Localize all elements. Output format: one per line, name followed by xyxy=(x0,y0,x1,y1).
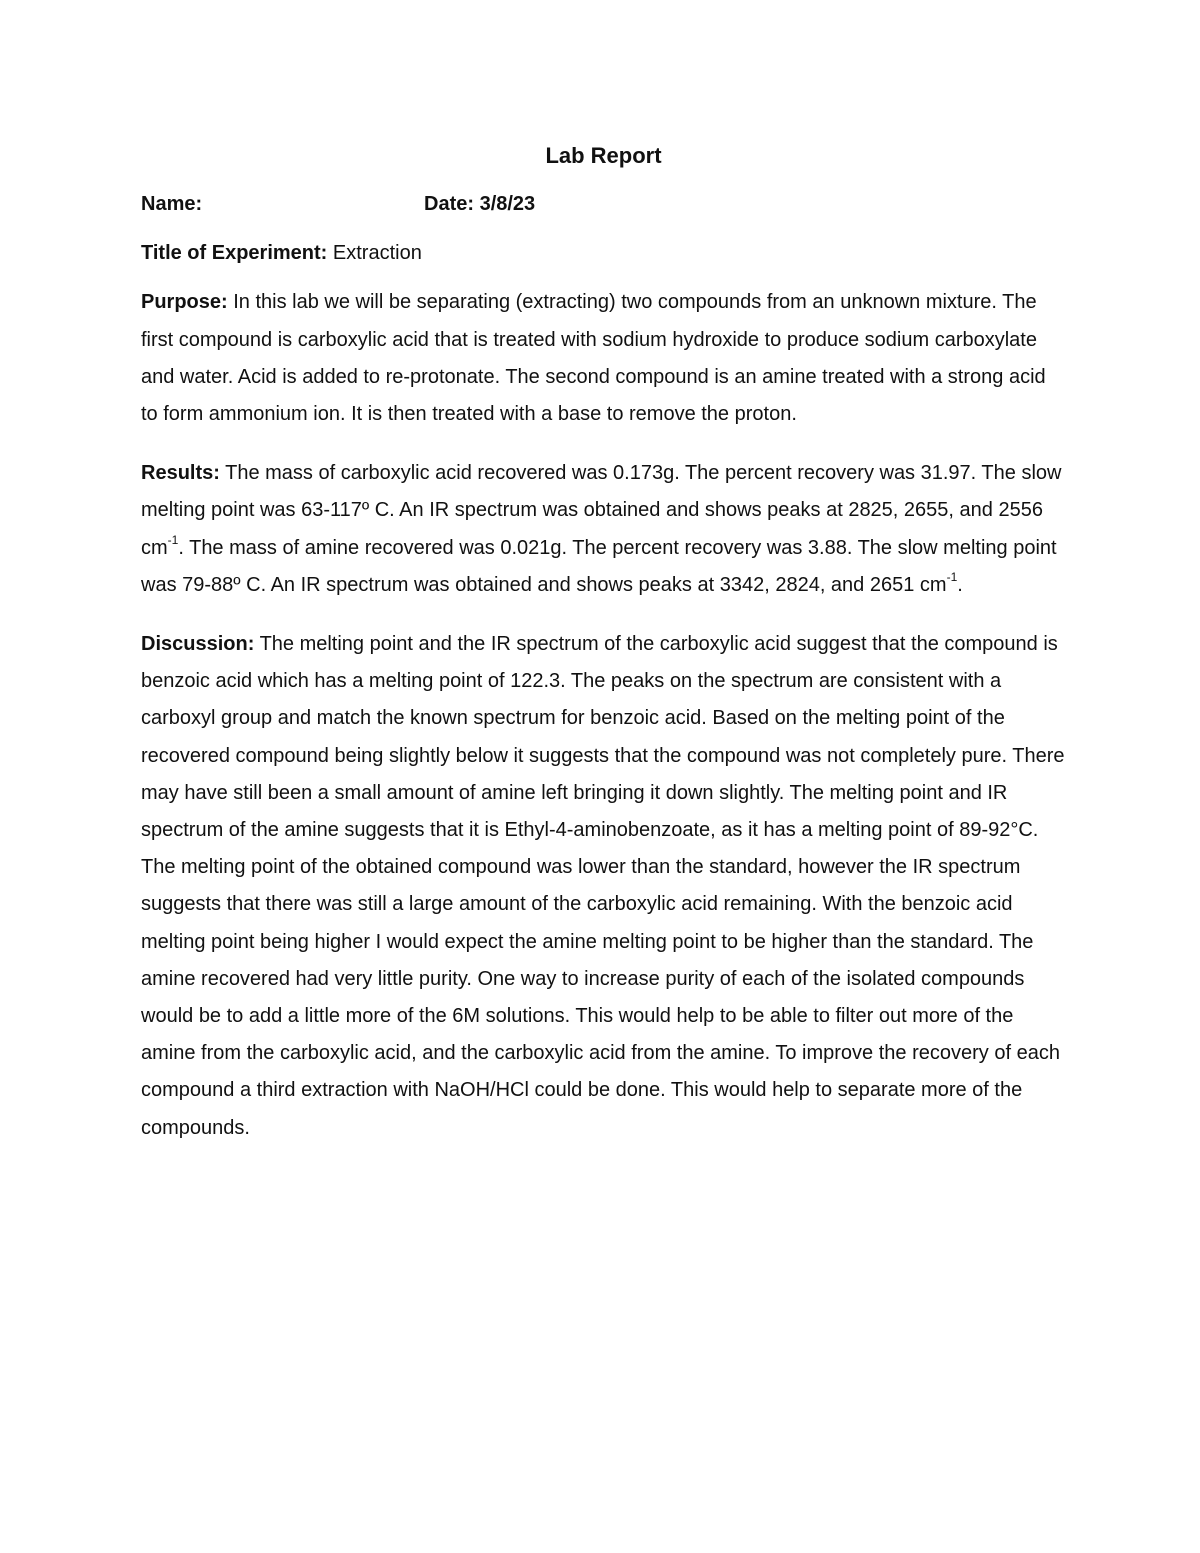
page-title: Lab Report xyxy=(545,143,662,168)
document-body xyxy=(141,136,1066,1169)
discussion-label: Discussion: xyxy=(141,633,255,656)
purpose-label: Purpose: xyxy=(141,291,228,314)
results-superscript-2: -1 xyxy=(946,570,958,585)
discussion-text: The melting point and the IR spectrum of the carboxylic acid suggest that the compound is benzoic acid which has a melting point of 122.3. The peaks on the spectrum are consistent with a carboxyl group and match the known spectrum for benzoic acid. Based on the melting point of the recovered compound being slightly below it suggests that the compound was not completely pure. There may have still been a small amount of amine left bringing it down slightly. The melting point and IR spectrum of the amine suggests that it is Ethyl-4-aminobenzoate, as it has a melting point of 89-92°C. The melting point of the obtained compound was lower than the standard, however the IR spectrum suggests that there was still a large amount of the carboxylic acid remaining. With the benzoic acid melting point being higher I would expect the amine melting point to be higher than the standard. The amine recovered had very little purity. One way to increase purity of each of the isolated compounds would be to add a little more of the 6M solutions. This would help to be able to filter out more of the amine from the carboxylic acid, and the carboxylic acid from the amine. To improve the recovery of each compound a third extraction with NaOH/HCl could be done. This would help to separate more of the compounds. xyxy=(141,633,1065,1139)
results-text-part2: . The mass of amine recovered was 0.021g. The percent recovery was 3.88. The slow melting point was 79-88º C. An IR spectrum was obtained and shows peaks at 3342, 2824, and 2651 cm xyxy=(141,536,1057,596)
results-label: Results: xyxy=(141,462,220,485)
date-label: Date: 3/8/23 xyxy=(424,193,536,215)
experiment-title-label: Title of Experiment: xyxy=(141,242,328,265)
results-paragraph xyxy=(141,455,1066,604)
purpose-text: In this lab we will be separating (extracting) two compounds from an unknown mixture. The first compound is carboxylic acid that is treated with sodium hydroxide to produce sodium carboxylate and water. Acid is added to re-protonate. The second compound is an amine treated with a strong acid to form ammonium ion. It is then treated with a base to remove the proton. xyxy=(141,291,1046,426)
purpose-paragraph xyxy=(141,284,1066,433)
results-superscript-1: -1 xyxy=(167,532,179,547)
results-text-part1: The mass of carboxylic acid recovered was 0.173g. The percent recovery was 31.97. The slow melting point was 63-117º C. An IR spectrum was obtained and shows peaks at 2825, 2655, and 2556 cm xyxy=(141,462,1062,559)
results-text-part3: . xyxy=(957,573,963,596)
experiment-title-value: Extraction xyxy=(332,242,422,265)
name-label: Name: xyxy=(141,193,203,215)
experiment-title-line xyxy=(141,235,1066,272)
name-date-row xyxy=(141,186,1066,223)
discussion-paragraph xyxy=(141,626,1066,1147)
